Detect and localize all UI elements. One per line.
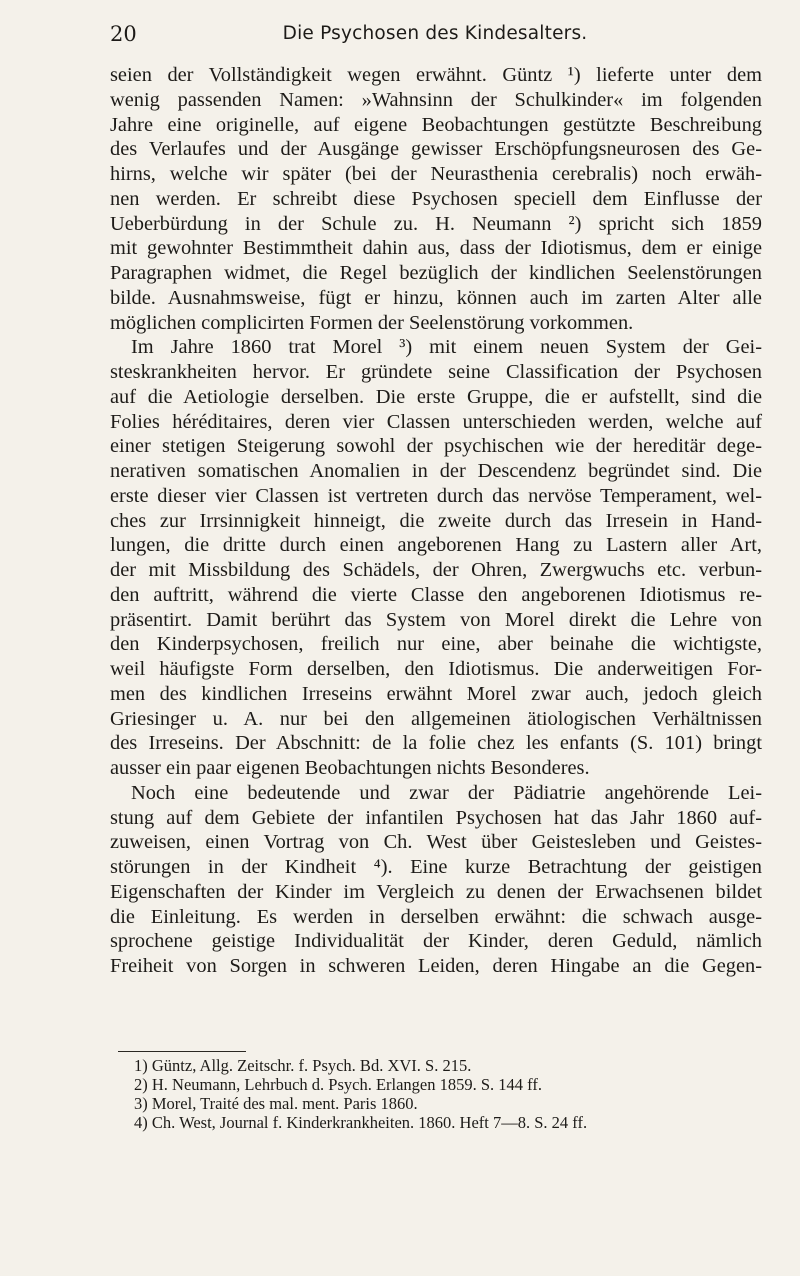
running-title: Die Psychosen des Kindesalters. [282, 23, 588, 44]
footnote-2: 2) H. Neumann, Lehrbuch d. Psych. Erlangen 1859. S. 144 ff. [134, 1075, 542, 1094]
paragraph-end-line: ausser ein paar eigenen Beobachtungen nichts Besonderes. [110, 757, 590, 779]
text-line: mit gewohnter Bestimmtheit dahin aus, dass der Idiotismus, dem er einige [110, 237, 762, 260]
text-line: hirns, welche wir später (bei der Neurasthenia cerebralis) noch erwäh- [110, 163, 762, 185]
text-line: zuweisen, einen Vortrag von Ch. West über Geistesleben und Geistes- [110, 831, 762, 854]
paragraph-start-line: Noch eine bedeutende und zwar der Pädiatrie angehörende Lei- [131, 781, 762, 804]
text-line: nen werden. Er schreibt diese Psychosen speciell dem Einflusse der [110, 187, 762, 210]
text-line: Eigenschaften der Kinder im Vergleich zu denen der Erwachsenen bildet [110, 880, 762, 903]
text-line: Griesinger u. A. nur bei den allgemeinen ätiologischen Verhältnissen [110, 707, 762, 730]
text-line: auf die Aetiologie derselben. Die erste Gruppe, die er aufstellt, sind die [110, 385, 762, 408]
page-header [110, 22, 760, 52]
text-line: bilde. Ausnahmsweise, fügt er hinzu, können auch im zarten Alter alle [110, 286, 762, 309]
paragraph-end-line: möglichen complicirten Formen der Seelenstörung vorkommen. [110, 311, 634, 334]
paragraph-start-line: Im Jahre 1860 trat Morel ³) mit einem neuen System der Gei- [131, 336, 762, 359]
text-line: Jahre eine originelle, auf eigene Beobachtungen gestützte Beschreibung [110, 113, 762, 136]
footnote-3: 3) Morel, Traité des mal. ment. Paris 1860. [134, 1094, 418, 1113]
text-line: den Kinderpsychosen, freilich nur eine, aber beinahe die wichtigste, [110, 633, 762, 656]
text-line: Ueberbürdung in der Schule zu. H. Neumann ²) spricht sich 1859 [110, 212, 762, 235]
page-number: 20 [110, 22, 137, 46]
text-line: Freiheit von Sorgen in schweren Leiden, deren Hingabe an die Gegen- [110, 955, 762, 977]
text-line: lungen, die dritte durch einen angeborenen Hang zu Lastern aller Art, [110, 534, 762, 557]
footnote-4: 4) Ch. West, Journal f. Kinderkrankheiten. 1860. Heft 7—8. S. 24 ff. [134, 1113, 588, 1132]
text-line: wenig passenden Namen: »Wahnsinn der Schulkinder« im folgenden [110, 88, 762, 111]
text-line: nerativen somatischen Anomalien in der Descendenz begründet sind. Die [110, 460, 762, 482]
text-line: des Verlaufes und der Ausgänge gewisser Erschöpfungsneurosen des Ge- [110, 138, 762, 161]
text-line: des Irreseins. Der Abschnitt: de la folie chez les enfants (S. 101) bringt [110, 732, 762, 755]
text-line: steskrankheiten hervor. Er gründete seine Classification der Psychosen [110, 361, 762, 383]
text-line: seien der Vollständigkeit wegen erwähnt. Güntz ¹) lieferte unter dem [110, 64, 762, 86]
text-line: sprochene geistige Individualität der Kinder, deren Geduld, nämlich [110, 930, 762, 953]
text-line: den auftritt, während die vierte Classe den angeborenen Idiotismus re- [110, 583, 762, 606]
text-line: men des kindlichen Irreseins erwähnt Morel zwar auch, jedoch gleich [110, 682, 762, 705]
footnote-1: 1) Güntz, Allg. Zeitschr. f. Psych. Bd. XVI. S. 215. [134, 1056, 472, 1075]
footnotes [134, 1056, 754, 1132]
text-line: die Einleitung. Es werden in derselben erwähnt: die schwach ausge- [110, 905, 762, 928]
text-line: stung auf dem Gebiete der infantilen Psychosen hat das Jahr 1860 auf- [110, 806, 762, 829]
text-line: störungen in der Kindheit ⁴). Eine kurze Betrachtung der geistigen [110, 856, 762, 878]
text-line: Paragraphen widmet, die Regel bezüglich der kindlichen Seelenstörungen [110, 262, 762, 284]
text-line: weil häufigste Form derselben, den Idiotismus. Die anderweitigen For- [110, 658, 762, 680]
text-line: einer stetigen Steigerung sowohl der psychischen wie der hereditär dege- [110, 435, 762, 458]
text-line: der mit Missbildung des Schädels, der Ohren, Zwergwuchs etc. verbun- [110, 559, 762, 581]
text-line: erste dieser vier Classen ist vertreten durch das nervöse Temperament, wel- [110, 484, 762, 507]
text-line: präsentirt. Damit berührt das System von Morel direkt die Lehre von [110, 608, 762, 631]
text-line: ches zur Irrsinnigkeit hinneigt, die zweite durch das Irresein in Hand- [110, 509, 762, 532]
text-line: Folies héréditaires, deren vier Classen unterschieden werden, welche auf [110, 410, 762, 433]
body-text [110, 63, 762, 979]
footnote-divider [118, 1051, 246, 1052]
